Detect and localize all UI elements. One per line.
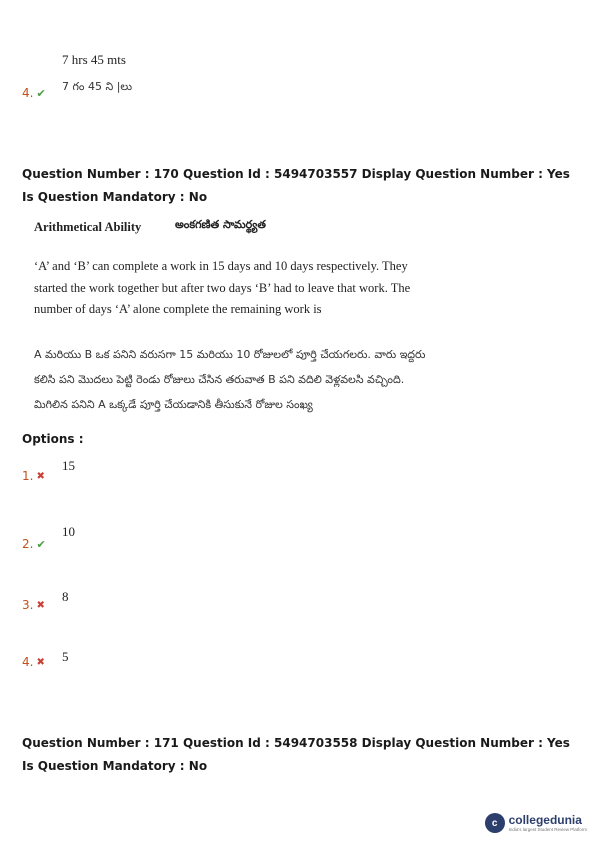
- option-number: 4.: [22, 655, 34, 669]
- cross-icon: ✖: [36, 599, 45, 611]
- option-1: [22, 469, 45, 483]
- check-icon: ✔: [36, 86, 46, 100]
- option-4-value: 5: [62, 649, 69, 664]
- check-icon: ✔: [36, 537, 46, 551]
- cross-icon: ✖: [36, 470, 45, 482]
- prev-option-value-te: 7 గం 45 ని |లు: [62, 80, 133, 93]
- options-label: Options :: [22, 432, 84, 446]
- cross-icon: ✖: [36, 656, 45, 668]
- question-170-header: Question Number : 170 Question Id : 5494703557 Display Question Number : Yes Is Question Mandatory : No: [22, 167, 570, 204]
- option-4: [22, 655, 45, 669]
- question-text-te: A మరియు B ఒక పనిని వరుసగా 15 మరియు 10 రోజులలో పూర్తి చేయగలరు. వారు ఇద్దరు కలిసి పని మొదలు పెట్టి రెండు రోజులు చేసిన తరువాత B పని వదిలి వెళ్లవలసి వచ్చింది. మిగిలిన పనిని A ఒక్కడే పూర్తి చేయడానికి తీసుకునే రోజుల సంఖ్య: [34, 348, 426, 411]
- option-number: 4.: [22, 86, 34, 100]
- option-1-value: 15: [62, 458, 75, 473]
- subject-en: Arithmetical Ability: [34, 220, 142, 234]
- question-171-header: Question Number : 171 Question Id : 5494703558 Display Question Number : Yes Is Question Mandatory : No: [22, 736, 570, 773]
- option-3-value: 8: [62, 589, 69, 604]
- option-number: 3.: [22, 598, 34, 612]
- option-3: [22, 598, 45, 612]
- logo-name: collegedunia: [508, 812, 582, 827]
- subject-te: అంకగణిత సామర్థ్యత: [175, 218, 266, 231]
- option-number: 1.: [22, 469, 34, 483]
- option-2: [22, 537, 46, 551]
- collegedunia-logo: [485, 813, 587, 833]
- logo-tagline: India's largest Student Review Platform: [508, 826, 587, 832]
- option-2-value: 10: [62, 524, 75, 539]
- prev-option-value-en: 7 hrs 45 mts: [62, 52, 126, 67]
- prev-option-4: [22, 86, 46, 100]
- question-text-en: ‘A’ and ‘B’ can complete a work in 15 days and 10 days respectively. They started the work together but after two days ‘B’ had to leave that work. The number of days ‘A’ alone complete the remaining work is: [34, 259, 411, 316]
- logo-mark-icon: c: [485, 813, 505, 833]
- option-number: 2.: [22, 537, 34, 551]
